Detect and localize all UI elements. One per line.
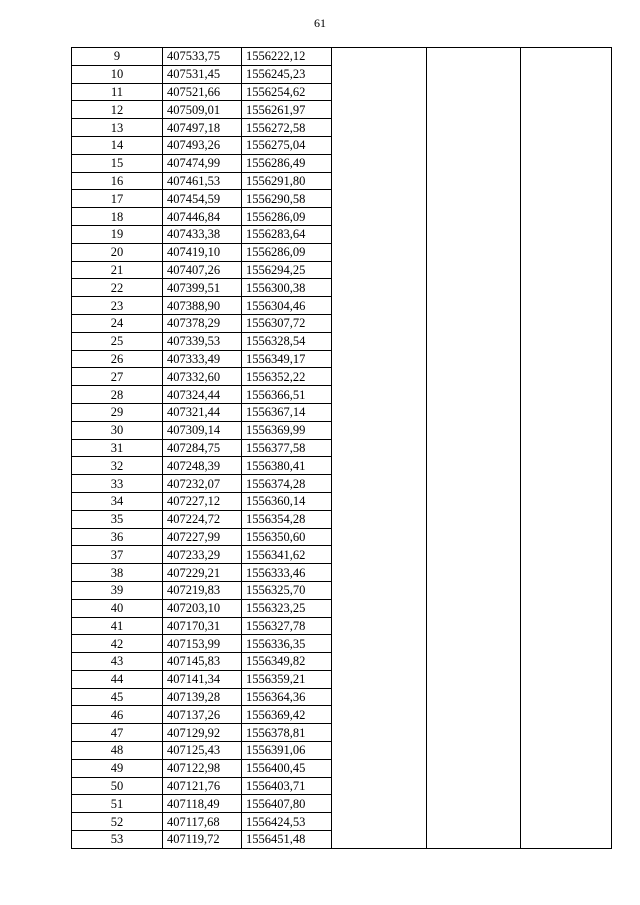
y-coordinate-cell: 1556349,82 xyxy=(242,653,332,671)
y-coordinate-cell: 1556369,99 xyxy=(242,421,332,439)
point-number-cell: 9 xyxy=(72,48,163,66)
point-number-cell: 35 xyxy=(72,510,163,528)
x-coordinate-cell: 407497,18 xyxy=(163,119,242,137)
y-coordinate-cell: 1556341,62 xyxy=(242,546,332,564)
point-number-cell: 40 xyxy=(72,599,163,617)
x-coordinate-cell: 407461,53 xyxy=(163,172,242,190)
y-coordinate-cell: 1556336,35 xyxy=(242,635,332,653)
point-number-cell: 25 xyxy=(72,332,163,350)
y-coordinate-cell: 1556407,80 xyxy=(242,795,332,813)
y-coordinate-cell: 1556286,49 xyxy=(242,154,332,172)
table-row xyxy=(72,48,612,66)
point-number-cell: 42 xyxy=(72,635,163,653)
y-coordinate-cell: 1556286,09 xyxy=(242,243,332,261)
x-coordinate-cell: 407227,99 xyxy=(163,528,242,546)
point-number-cell: 26 xyxy=(72,350,163,368)
x-coordinate-cell: 407232,07 xyxy=(163,475,242,493)
y-coordinate-cell: 1556366,51 xyxy=(242,386,332,404)
y-coordinate-cell: 1556367,14 xyxy=(242,403,332,421)
y-coordinate-cell: 1556304,46 xyxy=(242,297,332,315)
x-coordinate-cell: 407321,44 xyxy=(163,403,242,421)
point-number-cell: 22 xyxy=(72,279,163,297)
x-coordinate-cell: 407474,99 xyxy=(163,154,242,172)
y-coordinate-cell: 1556354,28 xyxy=(242,510,332,528)
point-number-cell: 36 xyxy=(72,528,163,546)
empty-column-2 xyxy=(427,48,521,849)
x-coordinate-cell: 407332,60 xyxy=(163,368,242,386)
y-coordinate-cell: 1556283,64 xyxy=(242,225,332,243)
x-coordinate-cell: 407309,14 xyxy=(163,421,242,439)
point-number-cell: 48 xyxy=(72,742,163,760)
point-number-cell: 52 xyxy=(72,813,163,831)
x-coordinate-cell: 407248,39 xyxy=(163,457,242,475)
x-coordinate-cell: 407493,26 xyxy=(163,136,242,154)
empty-column-3 xyxy=(521,48,612,849)
point-number-cell: 24 xyxy=(72,314,163,332)
point-number-cell: 17 xyxy=(72,190,163,208)
x-coordinate-cell: 407333,49 xyxy=(163,350,242,368)
point-number-cell: 46 xyxy=(72,706,163,724)
y-coordinate-cell: 1556400,45 xyxy=(242,759,332,777)
y-coordinate-cell: 1556325,70 xyxy=(242,581,332,599)
y-coordinate-cell: 1556328,54 xyxy=(242,332,332,350)
y-coordinate-cell: 1556222,12 xyxy=(242,48,332,66)
x-coordinate-cell: 407454,59 xyxy=(163,190,242,208)
y-coordinate-cell: 1556424,53 xyxy=(242,813,332,831)
point-number-cell: 30 xyxy=(72,421,163,439)
point-number-cell: 49 xyxy=(72,759,163,777)
y-coordinate-cell: 1556323,25 xyxy=(242,599,332,617)
x-coordinate-cell: 407339,53 xyxy=(163,332,242,350)
point-number-cell: 45 xyxy=(72,688,163,706)
x-coordinate-cell: 407533,75 xyxy=(163,48,242,66)
point-number-cell: 53 xyxy=(72,831,163,849)
y-coordinate-cell: 1556294,25 xyxy=(242,261,332,279)
y-coordinate-cell: 1556391,06 xyxy=(242,742,332,760)
y-coordinate-cell: 1556275,04 xyxy=(242,136,332,154)
x-coordinate-cell: 407388,90 xyxy=(163,297,242,315)
x-coordinate-cell: 407125,43 xyxy=(163,742,242,760)
point-number-cell: 15 xyxy=(72,154,163,172)
point-number-cell: 20 xyxy=(72,243,163,261)
coordinates-table xyxy=(71,47,612,849)
x-coordinate-cell: 407378,29 xyxy=(163,314,242,332)
point-number-cell: 21 xyxy=(72,261,163,279)
y-coordinate-cell: 1556378,81 xyxy=(242,724,332,742)
x-coordinate-cell: 407141,34 xyxy=(163,670,242,688)
point-number-cell: 12 xyxy=(72,101,163,119)
empty-column-1 xyxy=(332,48,427,849)
y-coordinate-cell: 1556333,46 xyxy=(242,564,332,582)
x-coordinate-cell: 407119,72 xyxy=(163,831,242,849)
y-coordinate-cell: 1556369,42 xyxy=(242,706,332,724)
x-coordinate-cell: 407117,68 xyxy=(163,813,242,831)
x-coordinate-cell: 407227,12 xyxy=(163,492,242,510)
y-coordinate-cell: 1556254,62 xyxy=(242,83,332,101)
x-coordinate-cell: 407203,10 xyxy=(163,599,242,617)
y-coordinate-cell: 1556360,14 xyxy=(242,492,332,510)
point-number-cell: 13 xyxy=(72,119,163,137)
point-number-cell: 31 xyxy=(72,439,163,457)
x-coordinate-cell: 407446,84 xyxy=(163,208,242,226)
x-coordinate-cell: 407433,38 xyxy=(163,225,242,243)
y-coordinate-cell: 1556300,38 xyxy=(242,279,332,297)
x-coordinate-cell: 407407,26 xyxy=(163,261,242,279)
x-coordinate-cell: 407521,66 xyxy=(163,83,242,101)
y-coordinate-cell: 1556272,58 xyxy=(242,119,332,137)
point-number-cell: 44 xyxy=(72,670,163,688)
y-coordinate-cell: 1556374,28 xyxy=(242,475,332,493)
point-number-cell: 38 xyxy=(72,564,163,582)
x-coordinate-cell: 407139,28 xyxy=(163,688,242,706)
y-coordinate-cell: 1556380,41 xyxy=(242,457,332,475)
point-number-cell: 14 xyxy=(72,136,163,154)
x-coordinate-cell: 407324,44 xyxy=(163,386,242,404)
y-coordinate-cell: 1556403,71 xyxy=(242,777,332,795)
point-number-cell: 18 xyxy=(72,208,163,226)
x-coordinate-cell: 407145,83 xyxy=(163,653,242,671)
x-coordinate-cell: 407509,01 xyxy=(163,101,242,119)
x-coordinate-cell: 407224,72 xyxy=(163,510,242,528)
point-number-cell: 28 xyxy=(72,386,163,404)
x-coordinate-cell: 407121,76 xyxy=(163,777,242,795)
x-coordinate-cell: 407219,83 xyxy=(163,581,242,599)
y-coordinate-cell: 1556286,09 xyxy=(242,208,332,226)
point-number-cell: 32 xyxy=(72,457,163,475)
point-number-cell: 39 xyxy=(72,581,163,599)
y-coordinate-cell: 1556352,22 xyxy=(242,368,332,386)
point-number-cell: 43 xyxy=(72,653,163,671)
x-coordinate-cell: 407233,29 xyxy=(163,546,242,564)
x-coordinate-cell: 407419,10 xyxy=(163,243,242,261)
y-coordinate-cell: 1556291,80 xyxy=(242,172,332,190)
point-number-cell: 47 xyxy=(72,724,163,742)
point-number-cell: 10 xyxy=(72,65,163,83)
y-coordinate-cell: 1556451,48 xyxy=(242,831,332,849)
y-coordinate-cell: 1556349,17 xyxy=(242,350,332,368)
point-number-cell: 33 xyxy=(72,475,163,493)
y-coordinate-cell: 1556261,97 xyxy=(242,101,332,119)
y-coordinate-cell: 1556364,36 xyxy=(242,688,332,706)
point-number-cell: 27 xyxy=(72,368,163,386)
point-number-cell: 19 xyxy=(72,225,163,243)
coordinates-table-body xyxy=(72,48,612,849)
x-coordinate-cell: 407122,98 xyxy=(163,759,242,777)
x-coordinate-cell: 407229,21 xyxy=(163,564,242,582)
x-coordinate-cell: 407153,99 xyxy=(163,635,242,653)
y-coordinate-cell: 1556290,58 xyxy=(242,190,332,208)
y-coordinate-cell: 1556307,72 xyxy=(242,314,332,332)
y-coordinate-cell: 1556245,23 xyxy=(242,65,332,83)
page-number: 61 xyxy=(314,16,326,30)
x-coordinate-cell: 407118,49 xyxy=(163,795,242,813)
x-coordinate-cell: 407137,26 xyxy=(163,706,242,724)
x-coordinate-cell: 407284,75 xyxy=(163,439,242,457)
point-number-cell: 41 xyxy=(72,617,163,635)
point-number-cell: 51 xyxy=(72,795,163,813)
x-coordinate-cell: 407129,92 xyxy=(163,724,242,742)
point-number-cell: 37 xyxy=(72,546,163,564)
y-coordinate-cell: 1556327,78 xyxy=(242,617,332,635)
x-coordinate-cell: 407531,45 xyxy=(163,65,242,83)
point-number-cell: 16 xyxy=(72,172,163,190)
y-coordinate-cell: 1556377,58 xyxy=(242,439,332,457)
point-number-cell: 50 xyxy=(72,777,163,795)
point-number-cell: 23 xyxy=(72,297,163,315)
x-coordinate-cell: 407399,51 xyxy=(163,279,242,297)
y-coordinate-cell: 1556350,60 xyxy=(242,528,332,546)
y-coordinate-cell: 1556359,21 xyxy=(242,670,332,688)
point-number-cell: 29 xyxy=(72,403,163,421)
point-number-cell: 34 xyxy=(72,492,163,510)
x-coordinate-cell: 407170,31 xyxy=(163,617,242,635)
point-number-cell: 11 xyxy=(72,83,163,101)
